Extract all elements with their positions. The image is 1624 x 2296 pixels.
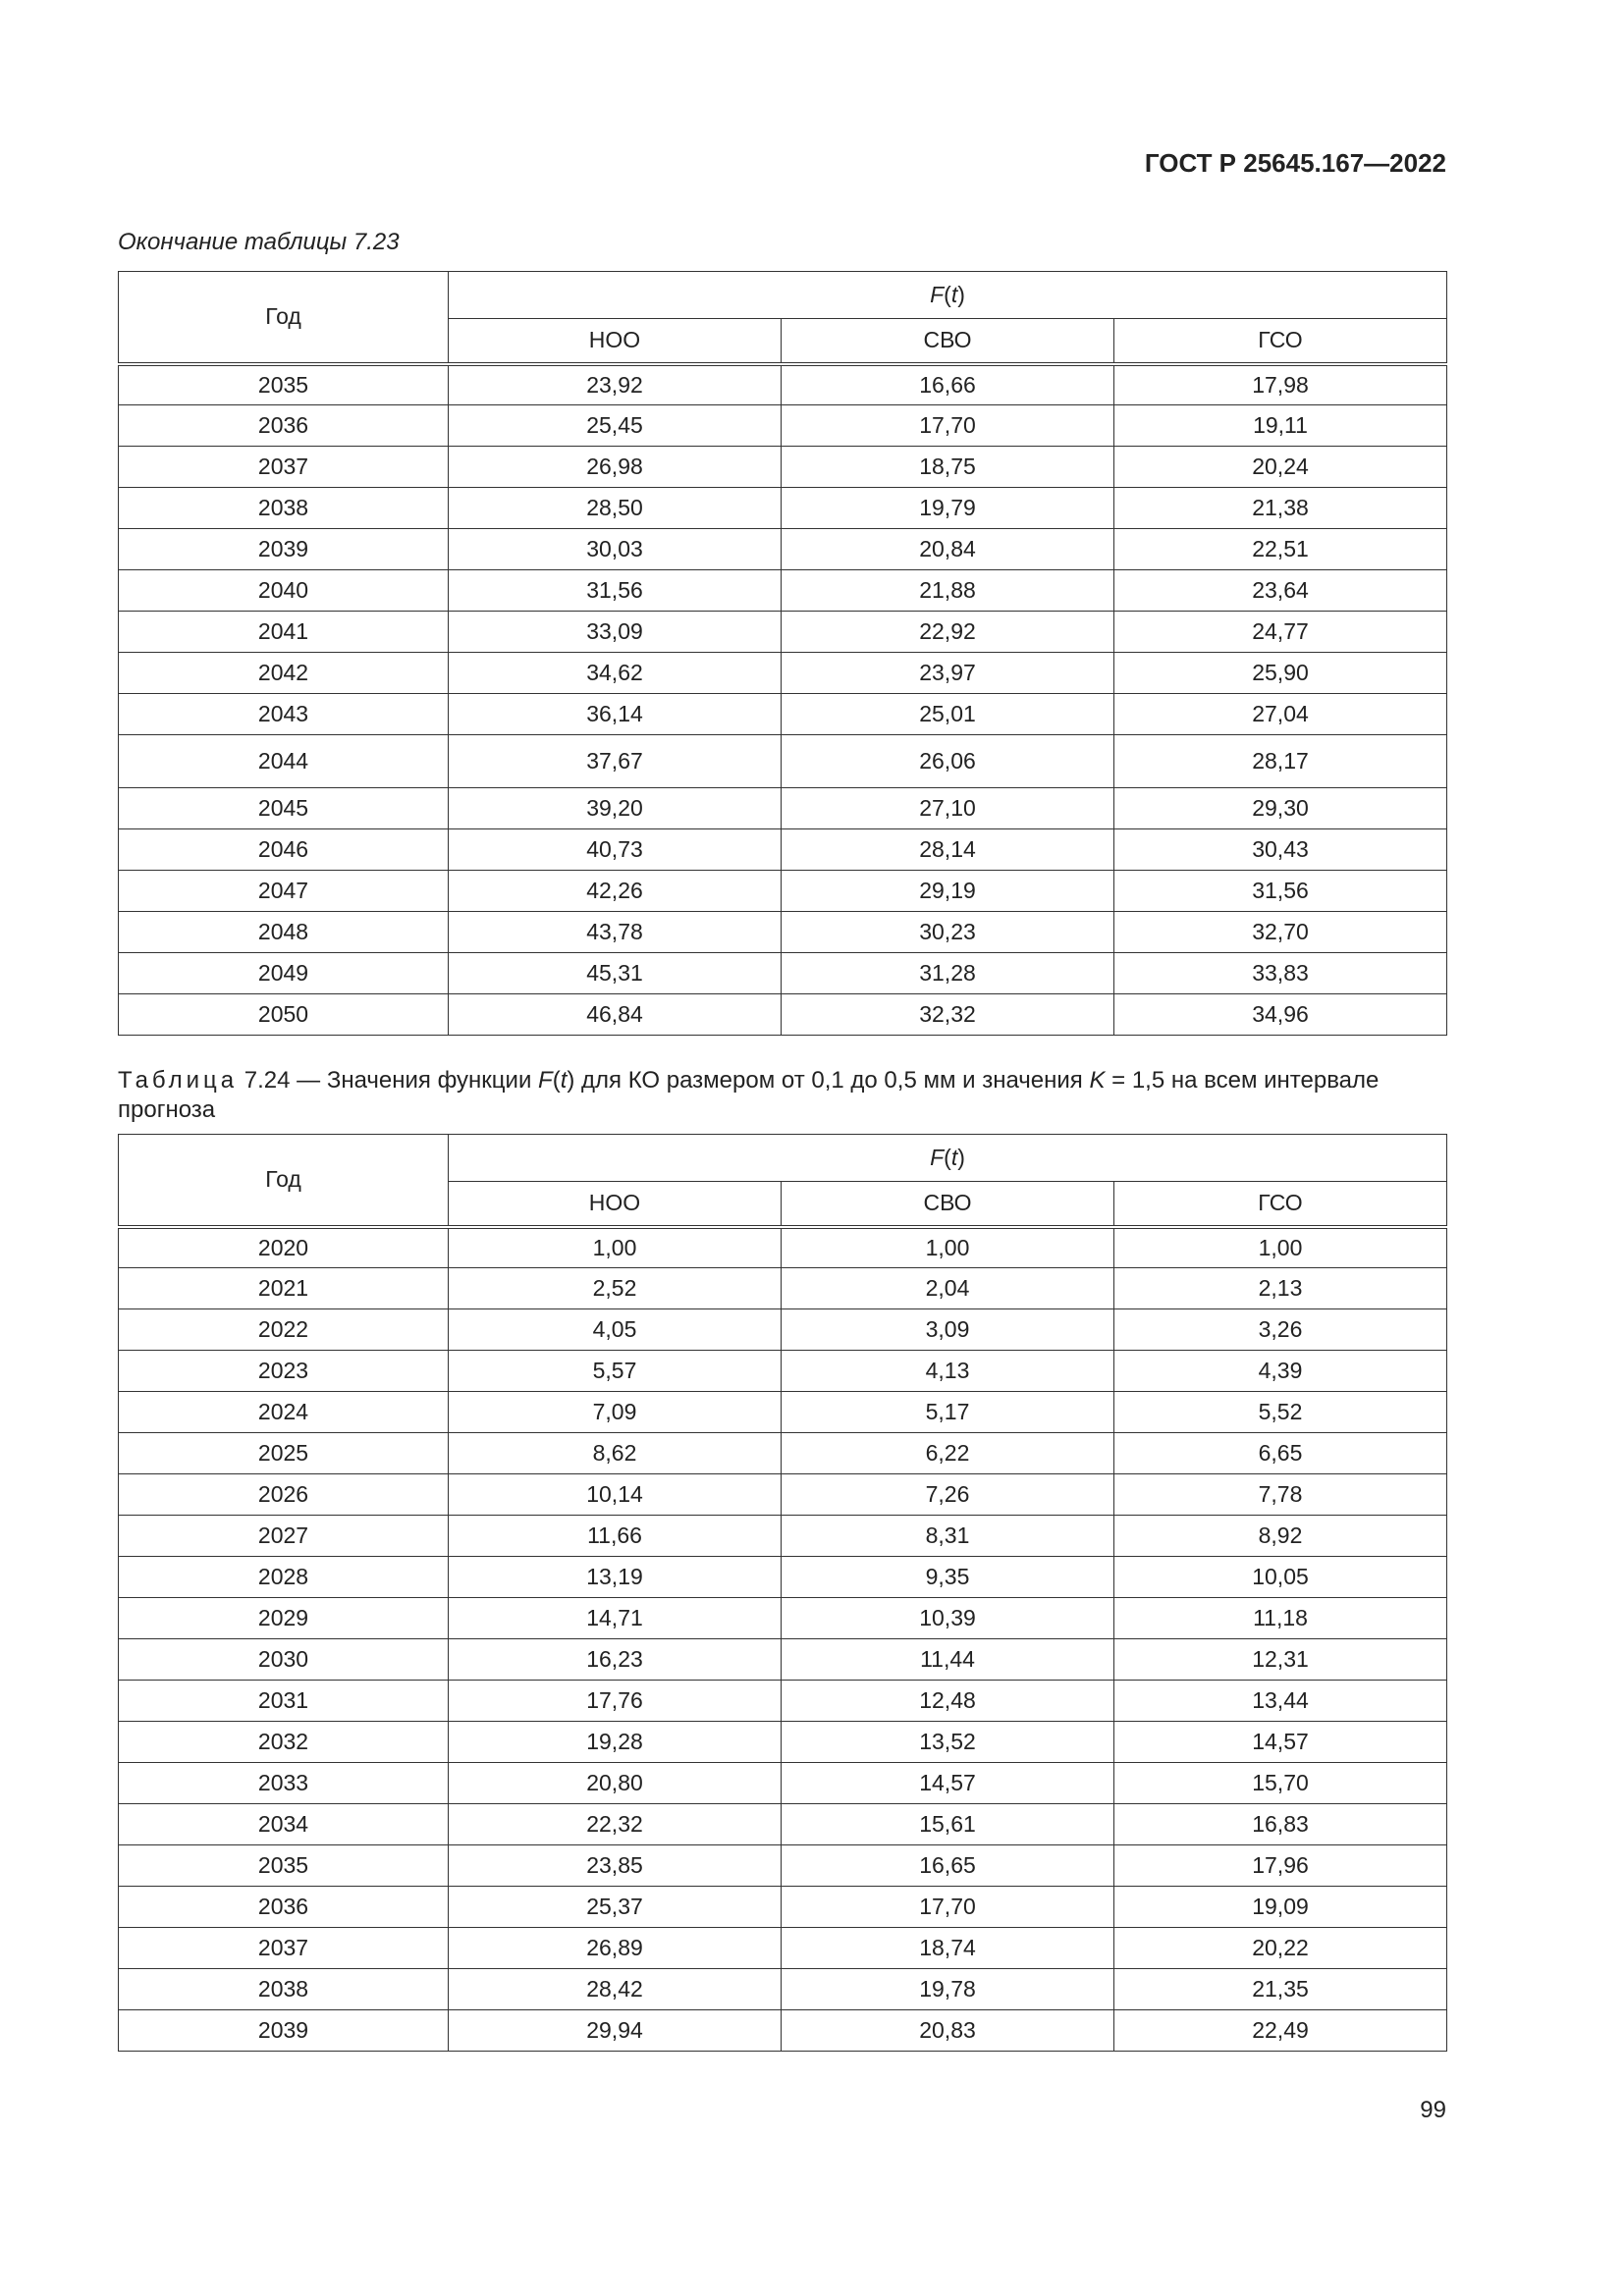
value-cell: 7,09 [449, 1392, 782, 1433]
table-row [119, 1309, 1447, 1351]
value-cell: 26,98 [449, 447, 782, 488]
value-cell: 21,35 [1114, 1969, 1447, 2010]
value-cell: 29,19 [782, 871, 1114, 912]
value-cell: 23,97 [782, 653, 1114, 694]
year-cell: 2046 [119, 829, 449, 871]
value-cell: 39,20 [449, 788, 782, 829]
year-cell: 2037 [119, 447, 449, 488]
value-cell: 7,78 [1114, 1474, 1447, 1516]
header-year: Год [119, 1135, 449, 1227]
year-cell: 2036 [119, 405, 449, 447]
value-cell: 26,06 [782, 735, 1114, 788]
value-cell: 27,10 [782, 788, 1114, 829]
year-cell: 2026 [119, 1474, 449, 1516]
table-row [119, 912, 1447, 953]
table-row [119, 1598, 1447, 1639]
value-cell: 26,89 [449, 1928, 782, 1969]
value-cell: 30,23 [782, 912, 1114, 953]
value-cell: 14,57 [1114, 1722, 1447, 1763]
year-cell: 2034 [119, 1804, 449, 1845]
value-cell: 1,00 [782, 1227, 1114, 1268]
table-row [119, 953, 1447, 994]
table-row [119, 447, 1447, 488]
value-cell: 11,18 [1114, 1598, 1447, 1639]
value-cell: 32,70 [1114, 912, 1447, 953]
value-cell: 24,77 [1114, 612, 1447, 653]
header-year: Год [119, 272, 449, 364]
value-cell: 20,83 [782, 2010, 1114, 2052]
value-cell: 20,84 [782, 529, 1114, 570]
table-row [119, 488, 1447, 529]
table-row [119, 1845, 1447, 1887]
value-cell: 14,71 [449, 1598, 782, 1639]
value-cell: 31,56 [449, 570, 782, 612]
value-cell: 8,31 [782, 1516, 1114, 1557]
value-cell: 10,05 [1114, 1557, 1447, 1598]
value-cell: 15,61 [782, 1804, 1114, 1845]
table-row [119, 364, 1447, 405]
value-cell: 33,83 [1114, 953, 1447, 994]
value-cell: 5,52 [1114, 1392, 1447, 1433]
value-cell: 30,43 [1114, 829, 1447, 871]
value-cell: 19,78 [782, 1969, 1114, 2010]
value-cell: 4,13 [782, 1351, 1114, 1392]
value-cell: 18,75 [782, 447, 1114, 488]
value-cell: 25,37 [449, 1887, 782, 1928]
value-cell: 8,62 [449, 1433, 782, 1474]
table-row [119, 871, 1447, 912]
value-cell: 28,14 [782, 829, 1114, 871]
value-cell: 22,51 [1114, 529, 1447, 570]
table-row [119, 1928, 1447, 1969]
value-cell: 28,42 [449, 1969, 782, 2010]
year-cell: 2023 [119, 1351, 449, 1392]
value-cell: 20,22 [1114, 1928, 1447, 1969]
year-cell: 2039 [119, 2010, 449, 2052]
value-cell: 21,38 [1114, 488, 1447, 529]
table-row [119, 570, 1447, 612]
value-cell: 16,65 [782, 1845, 1114, 1887]
table-row [119, 1763, 1447, 1804]
value-cell: 19,11 [1114, 405, 1447, 447]
value-cell: 1,00 [1114, 1227, 1447, 1268]
value-cell: 13,19 [449, 1557, 782, 1598]
value-cell: 45,31 [449, 953, 782, 994]
year-cell: 2029 [119, 1598, 449, 1639]
value-cell: 22,92 [782, 612, 1114, 653]
value-cell: 23,64 [1114, 570, 1447, 612]
year-cell: 2039 [119, 529, 449, 570]
value-cell: 4,39 [1114, 1351, 1447, 1392]
table-row [119, 2010, 1447, 2052]
year-cell: 2035 [119, 364, 449, 405]
value-cell: 22,49 [1114, 2010, 1447, 2052]
value-cell: 15,70 [1114, 1763, 1447, 1804]
value-cell: 29,94 [449, 2010, 782, 2052]
value-cell: 4,05 [449, 1309, 782, 1351]
table-row [119, 653, 1447, 694]
year-cell: 2037 [119, 1928, 449, 1969]
year-cell: 2038 [119, 1969, 449, 2010]
page-number: 99 [1420, 2097, 1446, 2123]
header-svo: СВО [782, 319, 1114, 364]
value-cell: 8,92 [1114, 1516, 1447, 1557]
value-cell: 34,62 [449, 653, 782, 694]
table-row [119, 1804, 1447, 1845]
value-cell: 6,22 [782, 1433, 1114, 1474]
year-cell: 2030 [119, 1639, 449, 1681]
value-cell: 32,32 [782, 994, 1114, 1036]
value-cell: 9,35 [782, 1557, 1114, 1598]
value-cell: 2,52 [449, 1268, 782, 1309]
value-cell: 23,92 [449, 364, 782, 405]
value-cell: 25,90 [1114, 653, 1447, 694]
year-cell: 2043 [119, 694, 449, 735]
year-cell: 2049 [119, 953, 449, 994]
value-cell: 10,39 [782, 1598, 1114, 1639]
year-cell: 2050 [119, 994, 449, 1036]
value-cell: 10,14 [449, 1474, 782, 1516]
value-cell: 12,48 [782, 1681, 1114, 1722]
value-cell: 25,45 [449, 405, 782, 447]
value-cell: 18,74 [782, 1928, 1114, 1969]
year-cell: 2025 [119, 1433, 449, 1474]
value-cell: 29,30 [1114, 788, 1447, 829]
table-row [119, 1722, 1447, 1763]
value-cell: 17,98 [1114, 364, 1447, 405]
table-row [119, 529, 1447, 570]
value-cell: 31,28 [782, 953, 1114, 994]
value-cell: 2,04 [782, 1268, 1114, 1309]
year-cell: 2041 [119, 612, 449, 653]
year-cell: 2024 [119, 1392, 449, 1433]
table-row [119, 1351, 1447, 1392]
table-row [119, 1681, 1447, 1722]
year-cell: 2031 [119, 1681, 449, 1722]
table-7-24-caption: Таблица 7.24 — Значения функции F(t) для КО размером от 0,1 до 0,5 мм и значения K = 1,5 на всем интервале прогноза [118, 1067, 1380, 1123]
value-cell: 33,09 [449, 612, 782, 653]
value-cell: 37,67 [449, 735, 782, 788]
table-continuation-caption: Окончание таблицы 7.23 [118, 229, 400, 255]
value-cell: 22,32 [449, 1804, 782, 1845]
table-row [119, 1887, 1447, 1928]
value-cell: 20,80 [449, 1763, 782, 1804]
value-cell: 28,17 [1114, 735, 1447, 788]
value-cell: 19,09 [1114, 1887, 1447, 1928]
value-cell: 12,31 [1114, 1639, 1447, 1681]
year-cell: 2032 [119, 1722, 449, 1763]
value-cell: 2,13 [1114, 1268, 1447, 1309]
table-row [119, 788, 1447, 829]
table-row [119, 735, 1447, 788]
document-id: ГОСТ Р 25645.167—2022 [1144, 148, 1446, 178]
value-cell: 14,57 [782, 1763, 1114, 1804]
header-noo: НОО [449, 1182, 782, 1227]
value-cell: 7,26 [782, 1474, 1114, 1516]
value-cell: 3,26 [1114, 1309, 1447, 1351]
value-cell: 30,03 [449, 529, 782, 570]
value-cell: 21,88 [782, 570, 1114, 612]
year-cell: 2048 [119, 912, 449, 953]
value-cell: 42,26 [449, 871, 782, 912]
value-cell: 5,57 [449, 1351, 782, 1392]
value-cell: 19,79 [782, 488, 1114, 529]
year-cell: 2038 [119, 488, 449, 529]
year-cell: 2033 [119, 1763, 449, 1804]
value-cell: 23,85 [449, 1845, 782, 1887]
value-cell: 17,96 [1114, 1845, 1447, 1887]
value-cell: 43,78 [449, 912, 782, 953]
table-row [119, 1516, 1447, 1557]
value-cell: 28,50 [449, 488, 782, 529]
table-row [119, 1557, 1447, 1598]
header-gso: ГСО [1114, 319, 1447, 364]
table-row [119, 405, 1447, 447]
year-cell: 2027 [119, 1516, 449, 1557]
header-svo: СВО [782, 1182, 1114, 1227]
value-cell: 34,96 [1114, 994, 1447, 1036]
year-cell: 2042 [119, 653, 449, 694]
value-cell: 31,56 [1114, 871, 1447, 912]
value-cell: 19,28 [449, 1722, 782, 1763]
year-cell: 2020 [119, 1227, 449, 1268]
value-cell: 16,83 [1114, 1804, 1447, 1845]
value-cell: 40,73 [449, 829, 782, 871]
value-cell: 11,44 [782, 1639, 1114, 1681]
year-cell: 2044 [119, 735, 449, 788]
header-gso: ГСО [1114, 1182, 1447, 1227]
year-cell: 2036 [119, 1887, 449, 1928]
year-cell: 2022 [119, 1309, 449, 1351]
table-row [119, 1474, 1447, 1516]
value-cell: 3,09 [782, 1309, 1114, 1351]
value-cell: 16,66 [782, 364, 1114, 405]
year-cell: 2021 [119, 1268, 449, 1309]
value-cell: 17,76 [449, 1681, 782, 1722]
value-cell: 17,70 [782, 1887, 1114, 1928]
table-row [119, 829, 1447, 871]
value-cell: 13,44 [1114, 1681, 1447, 1722]
value-cell: 27,04 [1114, 694, 1447, 735]
year-cell: 2047 [119, 871, 449, 912]
table-row [119, 1969, 1447, 2010]
year-cell: 2028 [119, 1557, 449, 1598]
table-row [119, 1268, 1447, 1309]
table-7-23-end [118, 271, 1447, 1036]
table-row [119, 612, 1447, 653]
value-cell: 1,00 [449, 1227, 782, 1268]
value-cell: 17,70 [782, 405, 1114, 447]
value-cell: 13,52 [782, 1722, 1114, 1763]
value-cell: 5,17 [782, 1392, 1114, 1433]
header-ft: F(t) [449, 1135, 1447, 1182]
value-cell: 36,14 [449, 694, 782, 735]
value-cell: 46,84 [449, 994, 782, 1036]
value-cell: 11,66 [449, 1516, 782, 1557]
year-cell: 2040 [119, 570, 449, 612]
table-row [119, 1392, 1447, 1433]
year-cell: 2045 [119, 788, 449, 829]
table-row [119, 1639, 1447, 1681]
value-cell: 25,01 [782, 694, 1114, 735]
table-row [119, 1433, 1447, 1474]
table-row [119, 694, 1447, 735]
value-cell: 20,24 [1114, 447, 1447, 488]
header-noo: НОО [449, 319, 782, 364]
table-7-24 [118, 1134, 1447, 2052]
year-cell: 2035 [119, 1845, 449, 1887]
value-cell: 16,23 [449, 1639, 782, 1681]
value-cell: 6,65 [1114, 1433, 1447, 1474]
header-ft: F(t) [449, 272, 1447, 319]
table-row [119, 1227, 1447, 1268]
table-row [119, 994, 1447, 1036]
